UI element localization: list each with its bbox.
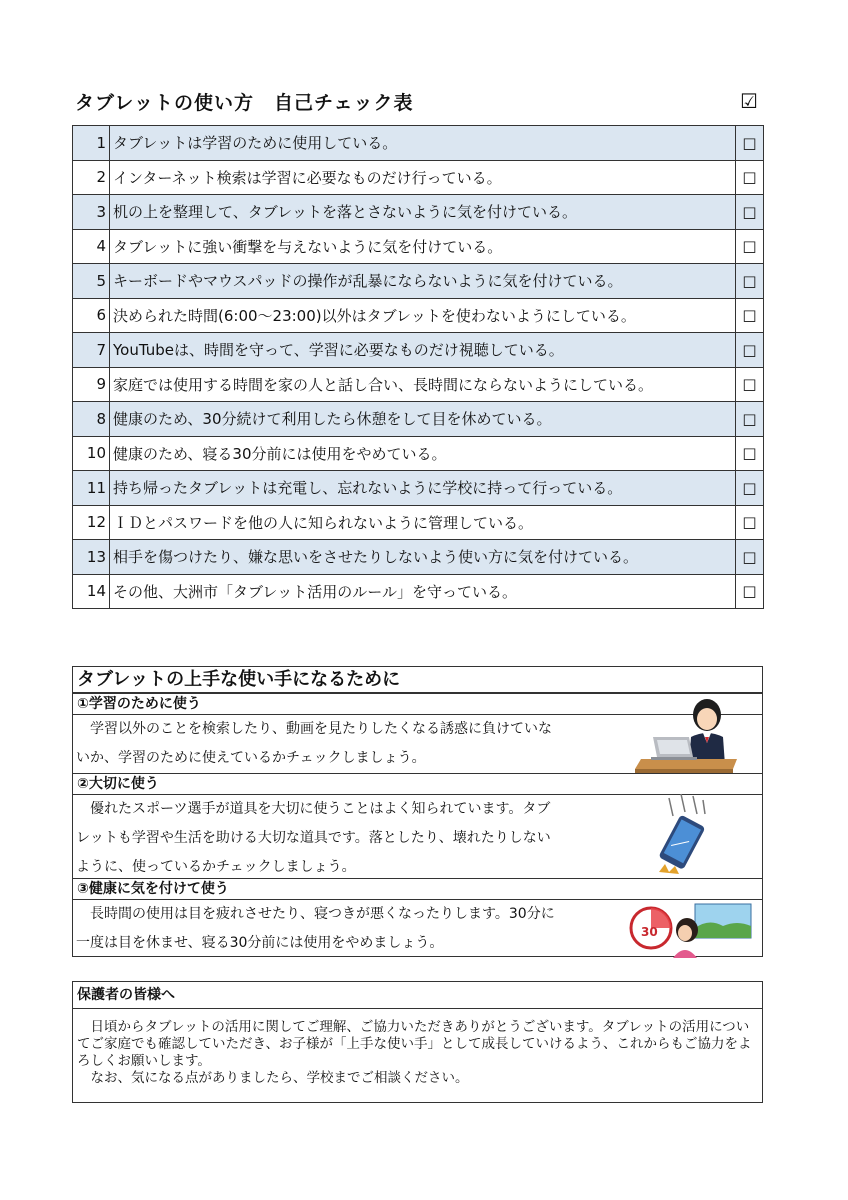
section-health-text: 長時間の使用は目を疲れさせたり、寝つきが悪くなったりします。30分に 一度は目を休ませ、寝る30分前には使用をやめましょう。 [76, 906, 555, 951]
tips-heading: タブレットの上手な使い手になるために [73, 667, 762, 693]
section-study-title: ①学習のために使う [73, 693, 762, 715]
section-health-title: ③健康に気を付けて使う [73, 878, 762, 900]
item-checkbox[interactable]: □ [736, 126, 764, 161]
item-checkbox[interactable]: □ [736, 229, 764, 264]
item-checkbox[interactable]: □ [736, 264, 764, 299]
item-number: 5 [73, 264, 110, 299]
item-checkbox[interactable]: □ [736, 505, 764, 540]
student-laptop-illustration [633, 697, 738, 775]
checklist-row [73, 436, 764, 471]
checklist-row [73, 505, 764, 540]
item-text: 家庭では使用する時間を家の人と話し合い、長時間にならないようにしている。 [110, 367, 736, 402]
item-text: その他、大洲市「タブレット活用のルール」を守っている。 [110, 574, 736, 609]
item-number: 3 [73, 195, 110, 230]
item-checkbox[interactable]: □ [736, 540, 764, 575]
item-text: 机の上を整理して、タブレットを落とさないように気を付けている。 [110, 195, 736, 230]
checklist-row [73, 229, 764, 264]
item-number: 1 [73, 126, 110, 161]
checklist-row [73, 367, 764, 402]
checklist-row [73, 333, 764, 368]
checklist-row [73, 471, 764, 506]
item-checkbox[interactable]: □ [736, 298, 764, 333]
item-text: タブレットは学習のために使用している。 [110, 126, 736, 161]
item-text: ＩＤとパスワードを他の人に知られないように管理している。 [110, 505, 736, 540]
item-checkbox[interactable]: □ [736, 436, 764, 471]
checklist-row [73, 195, 764, 230]
item-text: キーボードやマウスパッドの操作が乱暴にならないように気を付けている。 [110, 264, 736, 299]
item-checkbox[interactable]: □ [736, 195, 764, 230]
tips-section [72, 666, 763, 957]
item-number: 6 [73, 298, 110, 333]
item-number: 2 [73, 160, 110, 195]
checklist-row [73, 402, 764, 437]
item-text: YouTubeは、時間を守って、学習に必要なものだけ視聴している。 [110, 333, 736, 368]
checklist-row [73, 298, 764, 333]
title-checkbox[interactable]: ☑ [740, 89, 758, 113]
section-care-text: 優れたスポーツ選手が道具を大切に使うことはよく知られています。タブ レットも学習や生活を助ける大切な道具です。落としたり、壊れたりしない ように、使っているかチェックしましょう。 [76, 801, 551, 875]
item-text: 健康のため、30分続けて利用したら休憩をして目を休めている。 [110, 402, 736, 437]
item-checkbox[interactable]: □ [736, 367, 764, 402]
checklist-row [73, 540, 764, 575]
item-checkbox[interactable]: □ [736, 160, 764, 195]
item-text: インターネット検索は学習に必要なものだけ行っている。 [110, 160, 736, 195]
item-number: 9 [73, 367, 110, 402]
item-checkbox[interactable]: □ [736, 402, 764, 437]
item-number: 10 [73, 436, 110, 471]
clock-label: 30 [641, 925, 658, 939]
falling-tablet-illustration [651, 792, 711, 878]
item-checkbox[interactable]: □ [736, 333, 764, 368]
guardian-heading: 保護者の皆様へ [73, 982, 762, 1009]
guardian-paragraph: 日頃からタブレットの活用に関してご理解、ご協力いただきありがとうございます。タブレットの活用についてご家庭でも確認していただき、お子様が「上手な使い手」として成長していけるよう、これからもご協力をよろしくお願いします。 [77, 1019, 752, 1069]
guardian-body [73, 1009, 762, 1087]
item-number: 8 [73, 402, 110, 437]
checklist-row [73, 160, 764, 195]
item-number: 13 [73, 540, 110, 575]
rest-eyes-illustration [629, 900, 754, 958]
guardian-notice [72, 981, 763, 1103]
checklist-row [73, 574, 764, 609]
item-text: タブレットに強い衝撃を与えないように気を付けている。 [110, 229, 736, 264]
guardian-paragraph: なお、気になる点がありましたら、学校までご相談ください。 [90, 1070, 469, 1086]
item-checkbox[interactable]: □ [736, 471, 764, 506]
page-title: タブレットの使い方 自己チェック表 [75, 92, 414, 114]
section-study-text: 学習以外のことを検索したり、動画を見たりしたくなる誘惑に負けていな いか、学習のために使えているかチェックしましょう。 [76, 721, 552, 766]
item-text: 健康のため、寝る30分前には使用をやめている。 [110, 436, 736, 471]
item-number: 12 [73, 505, 110, 540]
section-care-title: ②大切に使う [73, 773, 762, 795]
item-number: 14 [73, 574, 110, 609]
item-text: 相手を傷つけたり、嫌な思いをさせたりしないよう使い方に気を付けている。 [110, 540, 736, 575]
item-number: 7 [73, 333, 110, 368]
checklist-row [73, 264, 764, 299]
item-number: 4 [73, 229, 110, 264]
item-checkbox[interactable]: □ [736, 574, 764, 609]
checklist-row [73, 126, 764, 161]
item-number: 11 [73, 471, 110, 506]
self-check-table [72, 125, 764, 609]
item-text: 決められた時間(6:00～23:00)以外はタブレットを使わないようにしている。 [110, 298, 736, 333]
item-text: 持ち帰ったタブレットは充電し、忘れないように学校に持って行っている。 [110, 471, 736, 506]
